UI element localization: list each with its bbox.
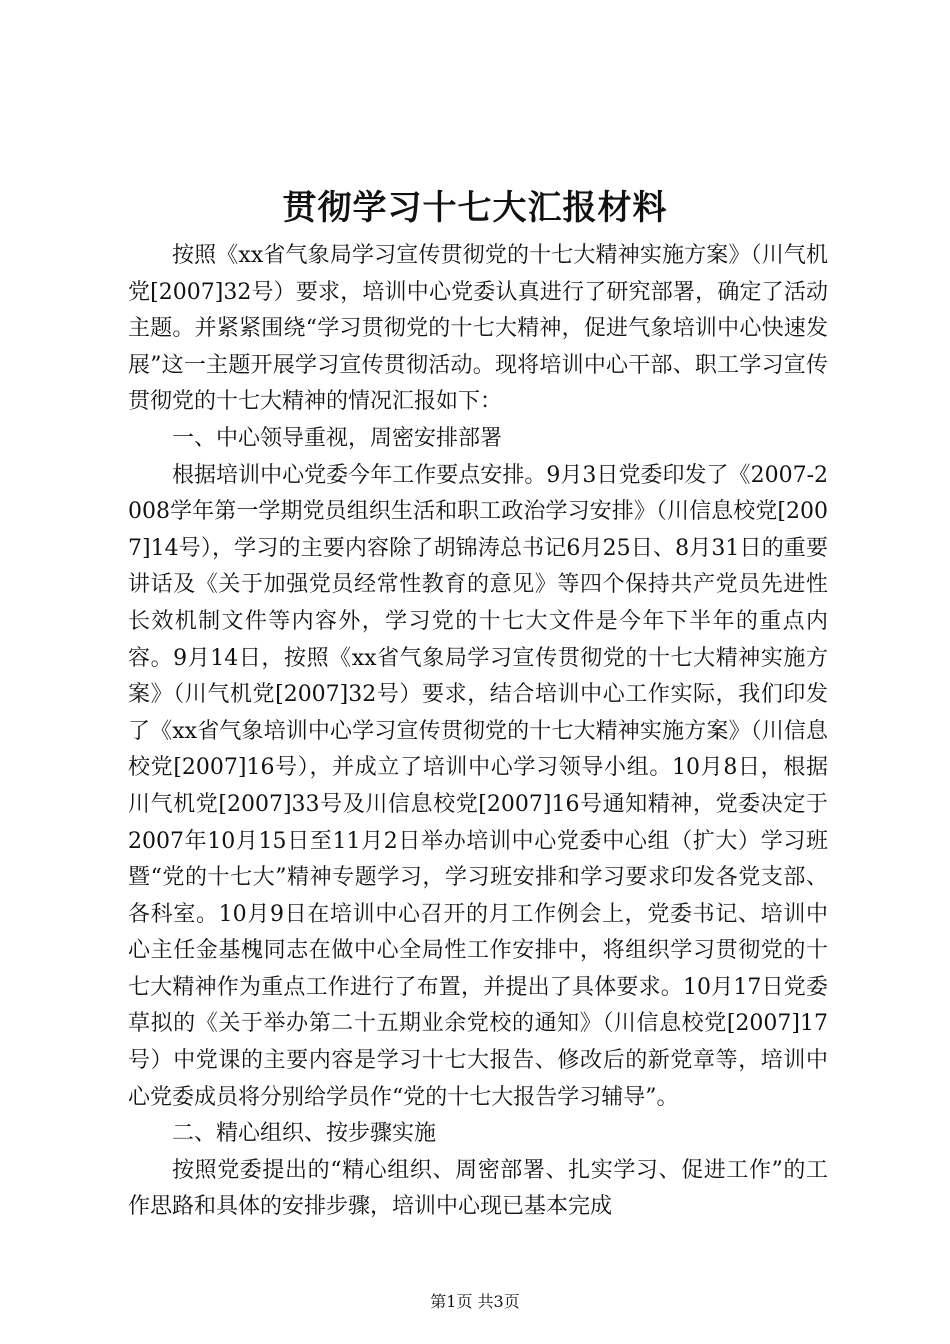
document-body (128, 238, 828, 1226)
page-number-footer: 第1页 共3页 (430, 1292, 520, 1311)
section-heading-1: 一、中心领导重视，周密安排部署 (172, 425, 503, 451)
document-title: 贯彻学习十七大汇报材料 (282, 188, 668, 228)
section-heading-2: 二、精心组织、按步骤实施 (172, 1121, 437, 1147)
section-1-paragraph: 根据培训中心党委今年工作要点安排。9月3日党委印发了《2007-2008学年第一学期党员组织生活和职工政治学习安排》（川信息校党[2007]14号），学习的主要内容除了胡锦涛总书记6月25日、8月31日的重要讲话及《关于加强党员经常性教育的意见》等四个保持共产党员先进性长效机制文件等内容外，学习党的十七大文件是今年下半年的重点内容。9月14日，按照《xx省气象局学习宣传贯彻党的十七大精神实施方案》（川气机党[2007]32号）要求，结合培训中心工作实际，我们印发了《xx省气象培训中心学习宣传贯彻党的十七大精神实施方案》（川信息校党[2007]16号），并成立了培训中心学习领导小组。10月8日，根据川气机党[2007]33号及川信息校党[2007]16号通知精神，党委决定于2007年10月15日至11月2日举办培训中心党委中心组（扩大）学习班暨“党的十七大”精神专题学习，学习班安排和学习要求印发各党支部、各科室。10月9日在培训中心召开的月工作例会上，党委书记、培训中心主任金基槐同志在做中心全局性工作安排中，将组织学习贯彻党的十七大精神作为重点工作进行了布置，并提出了具体要求。10月17日党委草拟的《关于举办第二十五期业余党校的通知》（川信息校党[2007]17号）中党课的主要内容是学习十七大报告、修改后的新党章等，培训中心党委成员将分别给学员作“党的十七大报告学习辅导”。 (128, 462, 828, 1110)
section-2-paragraph: 按照党委提出的“精心组织、周密部署、扎实学习、促进工作”的工作思路和具体的安排步骤，培训中心现已基本完成 (128, 1157, 828, 1220)
intro-paragraph: 按照《xx省气象局学习宣传贯彻党的十七大精神实施方案》（川气机党[2007]32号）要求，培训中心党委认真进行了研究部署，确定了活动主题。并紧紧围绕“学习贯彻党的十七大精神，促进气象培训中心快速发展”这一主题开展学习宣传贯彻活动。现将培训中心干部、职工学习宣传贯彻党的十七大精神的情况汇报如下： (128, 243, 828, 415)
